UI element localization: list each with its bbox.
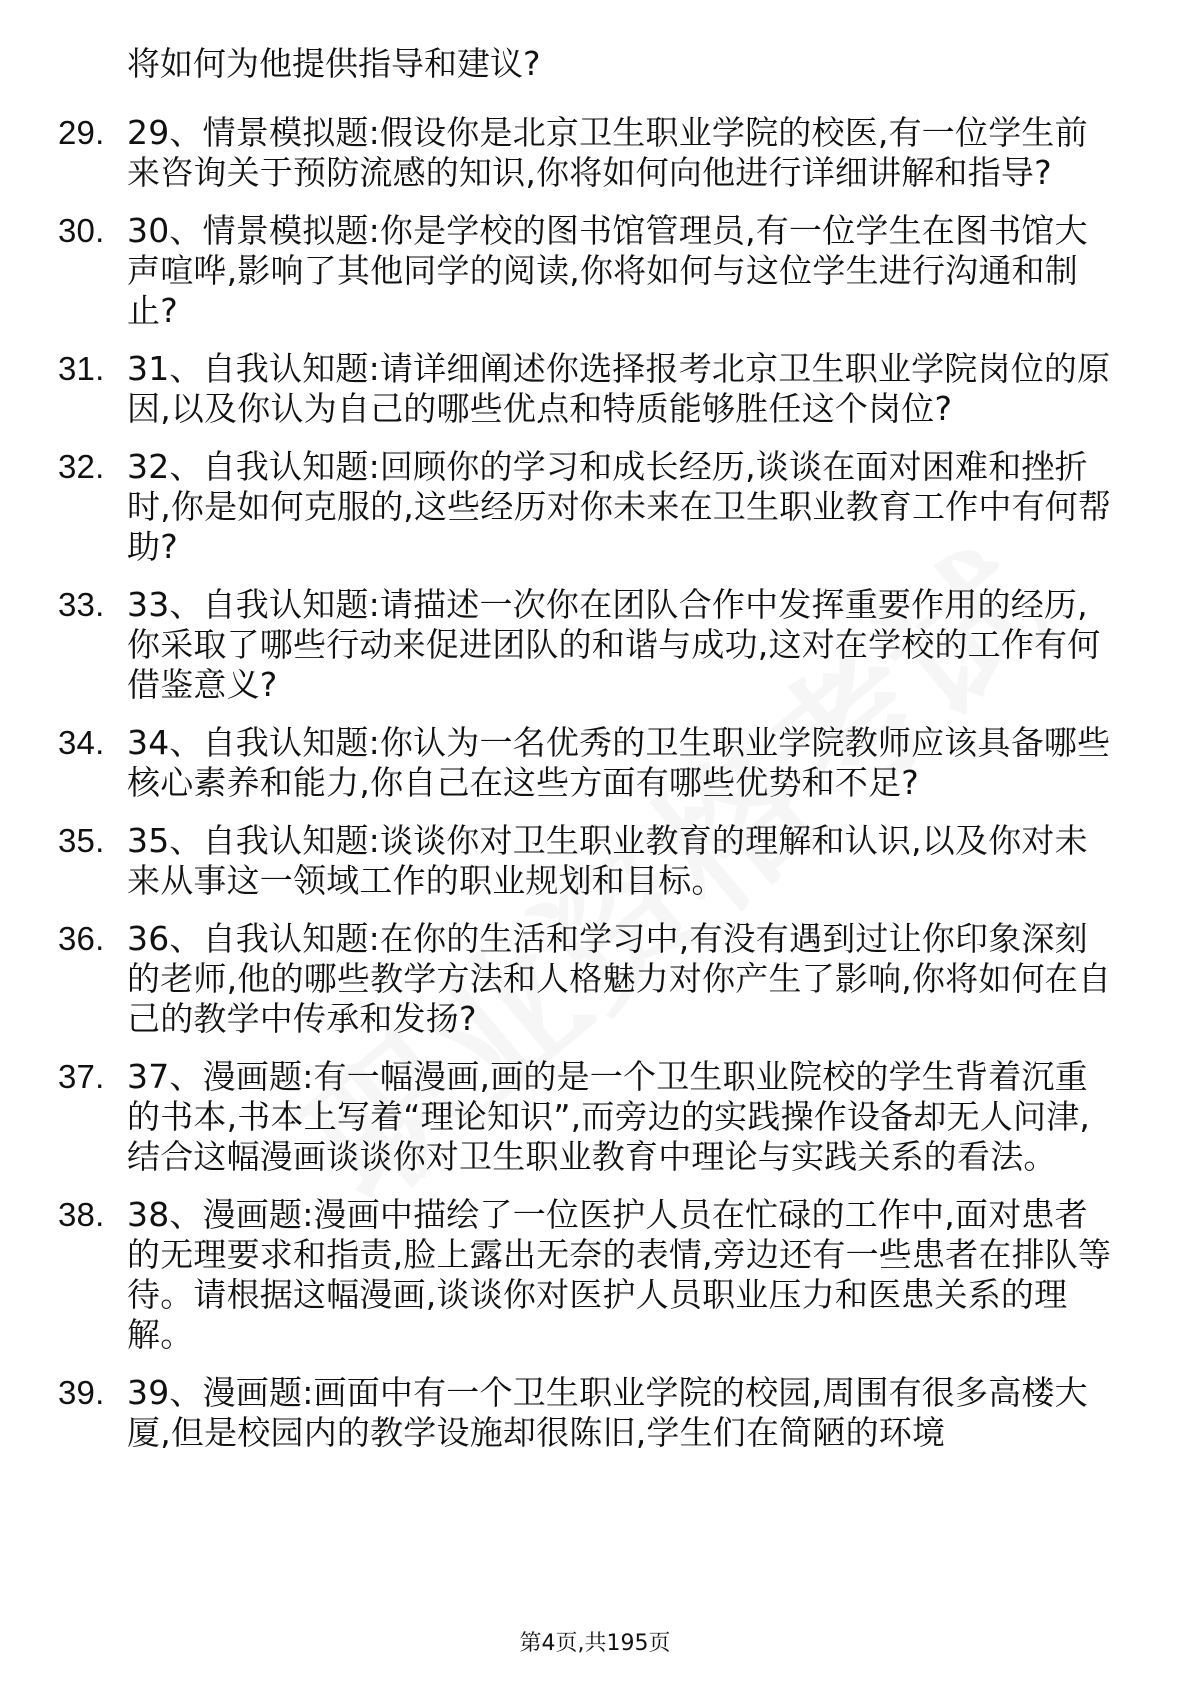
question-item-35: [58, 821, 1118, 901]
question-number: 31.: [58, 350, 105, 387]
question-text: 32、自我认知题:回顾你的学习和成长经历,谈谈在面对困难和挫折时,你是如何克服的,这些经历对你未来在卫生职业教育工作中有何帮助?: [127, 447, 1112, 566]
question-item-34: [58, 723, 1118, 803]
question-number: 36.: [58, 920, 105, 957]
question-item-33: [58, 585, 1118, 705]
question-text: 34、自我认知题:你认为一名优秀的卫生职业学院教师应该具备哪些核心素养和能力,你自己在这些方面有哪些优势和不足?: [127, 723, 1111, 802]
question-item-36: [58, 919, 1118, 1039]
question-text: 39、漫画题:画面中有一个卫生职业学院的校园,周围有很多高楼大厦,但是校园内的教学设施却很陈旧,学生们在简陋的环境: [127, 1373, 1088, 1452]
page-footer: 第4页,共195页: [519, 1631, 671, 1656]
question-number: 39.: [58, 1374, 105, 1411]
question-text: 30、情景模拟题:你是学校的图书馆管理员,有一位学生在图书馆大声喧哗,影响了其他同学的阅读,你将如何与这位学生进行沟通和制止?: [127, 211, 1088, 330]
continuation-text: 将如何为他提供指导和建议?: [127, 44, 541, 83]
question-text: 38、漫画题:漫画中描绘了一位医护人员在忙碌的工作中,面对患者的无理要求和指责,脸上露出无奈的表情,旁边还有一些患者在排队等待。请根据这幅漫画,谈谈你对医护人员职业压力和医患关系的理解。: [127, 1195, 1112, 1354]
question-number: 37.: [58, 1058, 105, 1095]
question-number: 35.: [58, 822, 105, 859]
question-item-32: [58, 447, 1118, 567]
question-item-30: [58, 211, 1118, 331]
question-number: 34.: [58, 724, 105, 761]
question-item-29: [58, 113, 1118, 193]
question-list: [58, 113, 1118, 1471]
question-number: 32.: [58, 448, 105, 485]
question-text: 37、漫画题:有一幅漫画,画的是一个卫生职业院校的学生背着沉重的书本,书本上写着“理论知识”,而旁边的实践操作设备却无人问津,结合这幅漫画谈谈你对卫生职业教育中理论与实践关系的看法。: [127, 1057, 1091, 1176]
question-item-38: [58, 1195, 1118, 1355]
question-text: 29、情景模拟题:假设你是北京卫生职业学院的校医,有一位学生前来咨询关于预防流感的知识,你将如何向他进行详细讲解和指导?: [127, 113, 1088, 192]
question-item-37: [58, 1057, 1118, 1177]
question-item-39: [58, 1373, 1118, 1453]
question-number: 38.: [58, 1196, 105, 1233]
question-text: 36、自我认知题:在你的生活和学习中,有没有遇到过让你印象深刻的老师,他的哪些教学方法和人格魅力对你产生了影响,你将如何在自己的教学中传承和发扬?: [127, 919, 1112, 1038]
question-number: 30.: [58, 212, 105, 249]
question-number: 29.: [58, 114, 105, 151]
question-text: 31、自我认知题:请详细阐述你选择报考北京卫生职业学院岗位的原因,以及你认为自己的哪些优点和特质能够胜任这个岗位?: [127, 349, 1111, 428]
question-text: 33、自我认知题:请描述一次你在团队合作中发挥重要作用的经历,你采取了哪些行动来促进团队的和谐与成功,这对在学校的工作有何借鉴意义?: [127, 585, 1101, 704]
question-text: 35、自我认知题:谈谈你对卫生职业教育的理解和认识,以及你对未来从事这一领域工作的职业规划和目标。: [127, 821, 1088, 900]
question-number: 33.: [58, 586, 105, 623]
question-item-31: [58, 349, 1118, 429]
